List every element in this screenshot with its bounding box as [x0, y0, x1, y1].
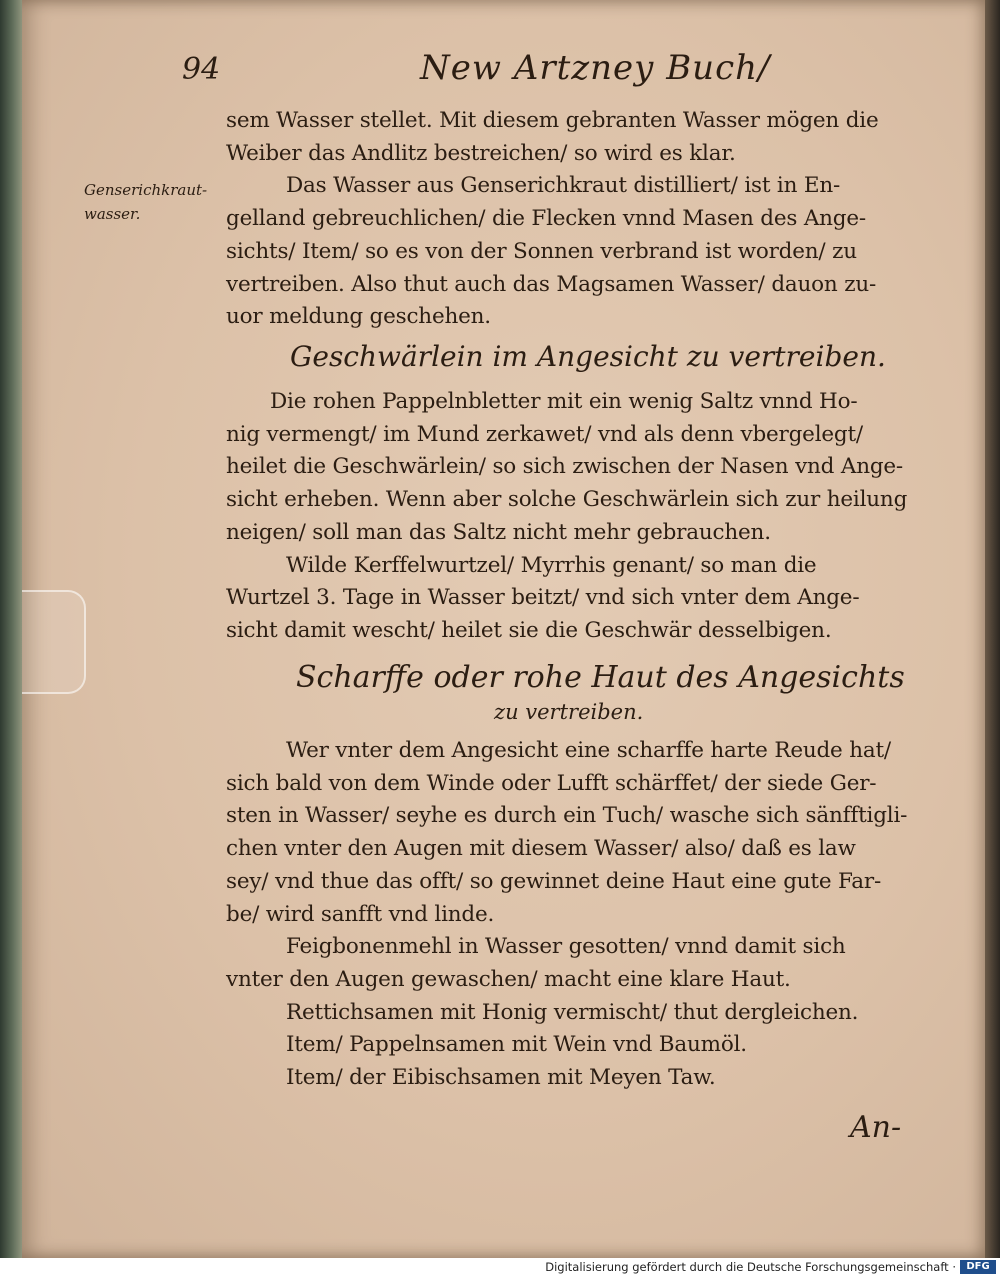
- text-line: Weiber das Andlitz bestreichen/ so wird es klar.: [226, 140, 736, 166]
- text-line: vertreiben. Also thut auch das Magsamen Wasser/ dauon zu-: [226, 271, 877, 297]
- text-line: sey/ vnd thue das offt/ so gewinnet deine Haut eine gute Far-: [226, 868, 882, 894]
- text-line: gelland gebreuchlichen/ die Flecken vnnd Masen des Ange-: [226, 206, 866, 232]
- text-line: Rettichsamen mit Honig vermischt/ thut dergleichen.: [286, 999, 859, 1025]
- footer-bar: [0, 1258, 1000, 1277]
- text-line: neigen/ soll man das Saltz nicht mehr gebrauchen.: [226, 519, 771, 545]
- text-line: Item/ der Eibischsamen mit Meyen Taw.: [286, 1065, 716, 1091]
- text-line: Wurtzel 3. Tage in Wasser beitzt/ vnd sich vnter dem Ange-: [226, 585, 860, 611]
- text-line: sten in Wasser/ seyhe es durch ein Tuch/ wasche sich sänfftigli-: [226, 803, 908, 829]
- text-line: heilet die Geschwärlein/ so sich zwischen der Nasen vnd Ange-: [226, 454, 903, 480]
- text-line: sicht damit wescht/ heilet sie die Geschwär desselbigen.: [226, 617, 832, 643]
- text-block-1: [226, 105, 926, 334]
- text-line: Feigbonenmehl in Wasser gesotten/ vnnd damit sich: [286, 934, 846, 960]
- text-block-3: [226, 735, 926, 1095]
- text-line: uor meldung geschehen.: [226, 304, 491, 330]
- text-line: vnter den Augen gewaschen/ macht eine klare Haut.: [226, 966, 791, 992]
- footer-credit: Digitalisierung gefördert durch die Deutsche Forschungsgemeinschaft ·: [545, 1260, 956, 1274]
- margin-note: [84, 178, 234, 226]
- page-right-shadow: [985, 0, 1000, 1258]
- catchword: An-: [850, 1110, 902, 1145]
- section-subheading: zu vertreiben.: [494, 700, 644, 724]
- section-heading: Geschwärlein im Angesicht zu vertreiben.: [290, 340, 886, 373]
- margin-note-line: wasser.: [84, 205, 141, 223]
- section-heading: Scharffe oder rohe Haut des Angesichts: [296, 660, 905, 695]
- text-line: Item/ Pappelnsamen mit Wein vnd Baumöl.: [286, 1032, 747, 1058]
- text-line: Wer vnter dem Angesicht eine scharffe harte Reude hat/: [286, 738, 891, 763]
- dfg-logo-icon: DFG: [960, 1260, 996, 1274]
- text-line: Die rohen Pappelnbletter mit ein wenig Saltz vnnd Ho-: [270, 389, 858, 414]
- margin-note-line: Genserichkraut-: [84, 181, 208, 199]
- page-number: 94: [182, 52, 221, 87]
- text-line: sicht erheben. Wenn aber solche Geschwärlein sich zur heilung: [226, 487, 908, 513]
- text-line: chen vnter den Augen mit diesem Wasser/ also/ daß es law: [226, 836, 856, 862]
- text-line: sem Wasser stellet. Mit diesem gebranten Wasser mögen die: [226, 108, 879, 133]
- text-line: be/ wird sanfft vnd linde.: [226, 901, 495, 927]
- text-line: sich bald von dem Winde oder Lufft schärffet/ der siede Ger-: [226, 770, 877, 796]
- text-line: sichts/ Item/ so es von der Sonnen verbrand ist worden/ zu: [226, 238, 857, 264]
- text-line: Das Wasser aus Genserichkraut distilliert/ ist in En-: [286, 173, 841, 199]
- text-line: nig vermengt/ im Mund zerkawet/ vnd als denn vbergelegt/: [226, 421, 863, 447]
- running-head: New Artzney Buch/: [420, 48, 771, 88]
- text-block-2: [226, 386, 926, 648]
- page-clip: [22, 590, 86, 694]
- text-line: Wilde Kerffelwurtzel/ Myrrhis genant/ so man die: [286, 552, 817, 578]
